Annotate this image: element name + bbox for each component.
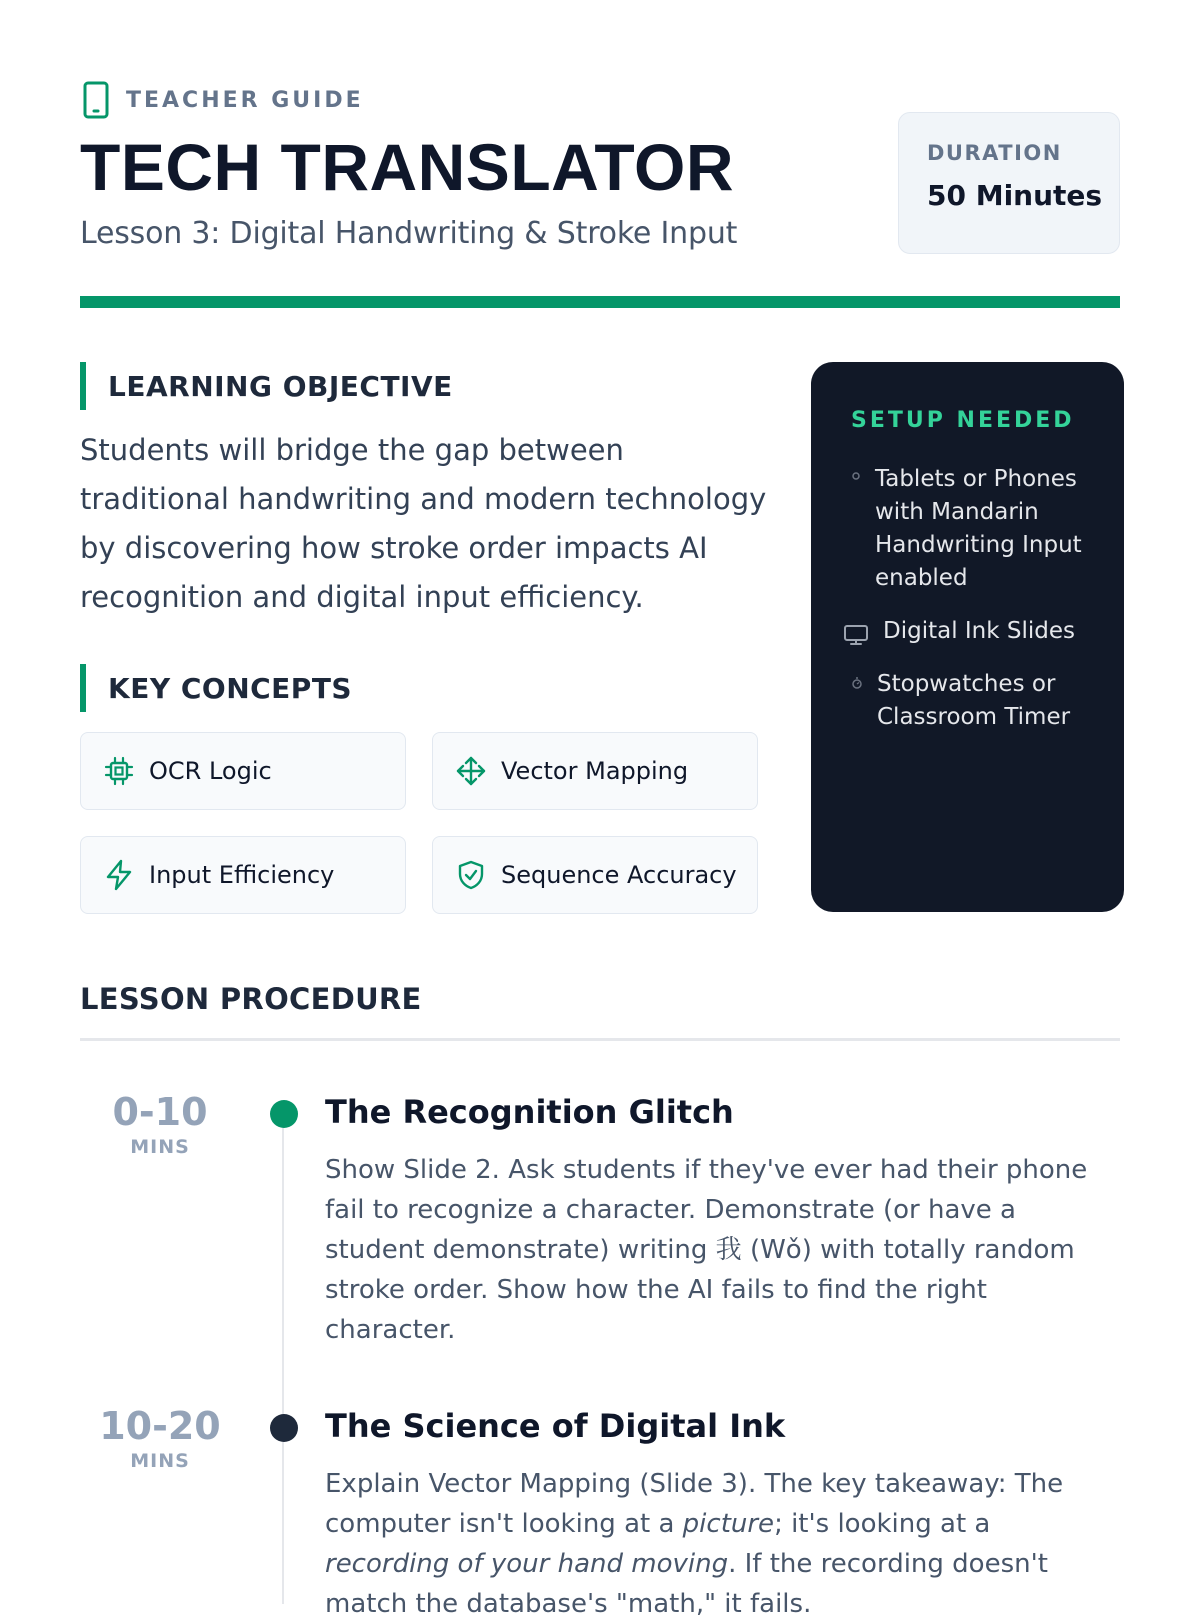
- duration-value: 50 Minutes: [927, 179, 1103, 212]
- concept-sequence-accuracy[interactable]: [432, 836, 758, 914]
- setup-list: [851, 463, 1094, 734]
- procedure-heading: LESSON PROCEDURE: [80, 982, 422, 1016]
- concepts-heading-label: KEY CONCEPTS: [108, 671, 353, 705]
- concept-label: Sequence Accuracy: [501, 861, 737, 889]
- setup-item-text: Stopwatches or Classroom Timer: [877, 671, 1071, 730]
- concept-label: Vector Mapping: [501, 757, 689, 785]
- step-body-emphasis: recording of your hand moving: [325, 1549, 729, 1579]
- step-body-text: ; it's looking at a: [774, 1509, 991, 1539]
- page-header: [80, 80, 1120, 310]
- page-subtitle: Lesson 3: Digital Handwriting & Stroke Input: [80, 216, 738, 251]
- accent-divider: [80, 296, 1120, 308]
- bullet-dot-icon: [851, 471, 861, 481]
- duration-card: [898, 112, 1120, 254]
- concept-label: Input Efficiency: [149, 861, 335, 889]
- step-body-emphasis: picture: [682, 1509, 775, 1539]
- page-title: TECH TRANSLATOR: [80, 130, 735, 204]
- procedure-divider: [80, 1038, 1120, 1041]
- step-body-text: Explain Vector Mapping (Slide 3). The key takeaway: The computer isn't looking at a: [325, 1469, 1064, 1539]
- monitor-icon: [843, 623, 869, 647]
- duration-label: DURATION: [927, 141, 1062, 165]
- concept-ocr-logic[interactable]: [80, 732, 406, 810]
- step-title: The Science of Digital Ink: [325, 1407, 786, 1445]
- step-time: [80, 1090, 240, 1158]
- objective-heading: [80, 362, 453, 410]
- concepts-grid: [80, 732, 756, 914]
- step-unit: MINS: [130, 1450, 190, 1472]
- concepts-heading: [80, 664, 352, 712]
- step-body: Show Slide 2. Ask students if they've ever had their phone fail to recognize a character. Demonstrate (or have a student demonstrate) writing 我 (Wǒ) with totally random stroke order. Show how the AI fails to find the right character.: [325, 1155, 1088, 1345]
- setup-item-text: Digital Ink Slides: [883, 618, 1076, 644]
- concept-label: OCR Logic: [149, 757, 272, 785]
- timeline-dot: [270, 1414, 298, 1442]
- step-range: 0-10: [112, 1090, 208, 1134]
- step-unit: MINS: [130, 1136, 190, 1158]
- step-body-text: . If the recording doesn't match the database's "math," it fails.: [325, 1549, 1048, 1619]
- step-title: The Recognition Glitch: [325, 1093, 734, 1131]
- lightning-bolt-icon: [103, 859, 135, 891]
- setup-item: [851, 668, 1094, 734]
- concept-input-efficiency[interactable]: [80, 836, 406, 914]
- tablet-icon: [80, 81, 112, 119]
- shield-check-icon: [455, 859, 487, 891]
- setup-heading: SETUP NEEDED: [851, 408, 1075, 433]
- setup-item: [851, 615, 1094, 648]
- setup-item-text: Tablets or Phones with Mandarin Handwriting Input enabled: [875, 466, 1082, 591]
- eyebrow-label: TEACHER GUIDE: [126, 87, 364, 113]
- timeline-line: [282, 1104, 284, 1604]
- stopwatch-icon: [851, 676, 863, 690]
- setup-panel: [811, 362, 1124, 912]
- step-body: [325, 1464, 1120, 1624]
- timeline-dot: [270, 1100, 298, 1128]
- concept-vector-mapping[interactable]: [432, 732, 758, 810]
- step-time: [80, 1404, 240, 1472]
- setup-item: [851, 463, 1094, 595]
- move-arrows-icon: [455, 755, 487, 787]
- objective-text: Students will bridge the gap between traditional handwriting and modern technology by discovering how stroke order impacts AI recognition and digital input efficiency.: [80, 433, 767, 614]
- cpu-chip-icon: [103, 755, 135, 787]
- step-range: 10-20: [99, 1404, 221, 1448]
- objective-heading-label: LEARNING OBJECTIVE: [108, 369, 453, 403]
